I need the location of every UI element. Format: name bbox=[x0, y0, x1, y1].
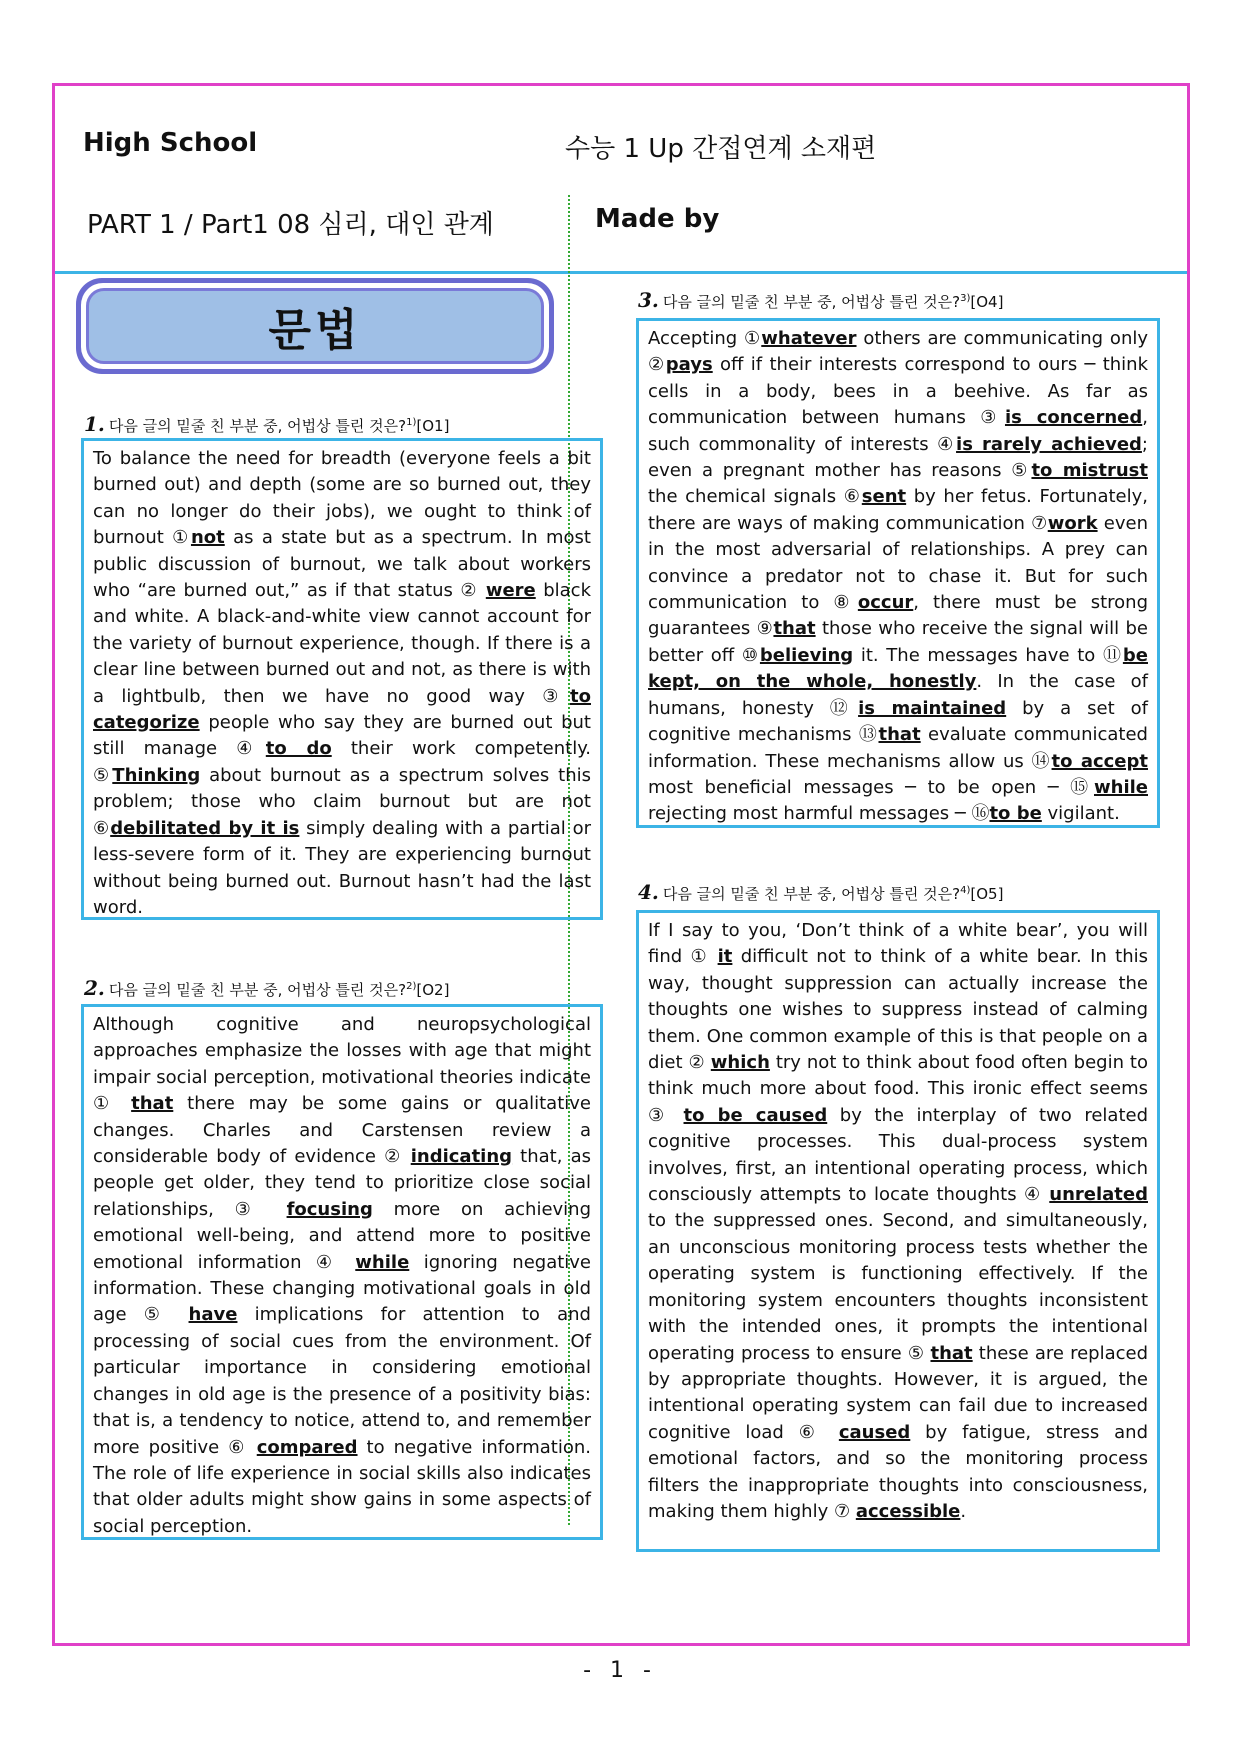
passage-text: try not to think about food often begin to think much more about food. This ironic effect seems ③ bbox=[648, 1052, 1149, 1126]
passage-text: , such commonality of interests ④ bbox=[648, 407, 1148, 455]
question-3-title bbox=[638, 288, 1003, 312]
passage-text: that, as people get older, they tend to prioritize close social relationships, ③ bbox=[93, 1146, 591, 1220]
header-school: High School bbox=[83, 128, 258, 158]
passage-text: Accepting ① bbox=[648, 328, 762, 349]
underlined-choice: while bbox=[355, 1251, 410, 1273]
passage-text: about burnout as a spectrum solves this problem; those who claim burnout but are not ⑥ bbox=[93, 764, 592, 839]
header-made-by: Made by bbox=[595, 204, 720, 234]
footnote-ref: 2) bbox=[406, 981, 417, 992]
question-2-passage bbox=[81, 1004, 603, 1540]
passage-text: implications for attention to and processing of social cues from the environment. Of particular importance in considering emotional changes in old age is the presence of a positivity bias: that is, a tendency to notice, attend to, and remember more positive ⑥ bbox=[93, 1304, 591, 1458]
passage-text: more on achieving emotional well-being, and attend more to positive emotional information ④ bbox=[93, 1198, 592, 1273]
question-code: [O4] bbox=[970, 293, 1004, 311]
underlined-choice: to do bbox=[265, 738, 332, 760]
underlined-choice: is rarely achieved bbox=[956, 433, 1142, 455]
question-number: 1. bbox=[84, 412, 105, 436]
underlined-choice: focusing bbox=[286, 1198, 373, 1220]
underlined-choice: to mistrust bbox=[1031, 460, 1148, 482]
page-number: - 1 - bbox=[583, 1658, 657, 1683]
passage-text: most beneficial messages ─ to be open ─ ⑮ bbox=[648, 776, 1094, 798]
underlined-choice: to be bbox=[989, 803, 1042, 825]
question-code: [O1] bbox=[416, 417, 450, 435]
question-4-title bbox=[638, 880, 1003, 904]
underlined-choice: that bbox=[930, 1342, 973, 1364]
passage-text: their work competently. ⑤ bbox=[93, 738, 591, 786]
question-number: 3. bbox=[638, 288, 659, 312]
underlined-choice: occur bbox=[857, 592, 914, 614]
header bbox=[55, 86, 1187, 274]
passage-text: evaluate communicated information. These mechanisms allow us ⑭ bbox=[648, 724, 1148, 772]
underlined-choice: compared bbox=[256, 1436, 358, 1458]
underlined-choice: it bbox=[717, 946, 733, 968]
underlined-choice: were bbox=[485, 580, 536, 602]
footnote-ref: 3) bbox=[960, 293, 971, 304]
underlined-choice: Thinking bbox=[112, 764, 201, 786]
passage-text: it. The messages have to ⑪ bbox=[853, 644, 1123, 666]
underlined-choice: work bbox=[1047, 512, 1098, 534]
passage-text: ; even a pregnant mother has reasons ⑤ bbox=[648, 433, 1148, 482]
underlined-choice: that bbox=[773, 618, 816, 640]
section-badge bbox=[76, 278, 554, 374]
underlined-choice: is concerned bbox=[1004, 407, 1143, 429]
question-number: 4. bbox=[638, 880, 659, 904]
passage-text: as a state but as a spectrum. In most public discussion of burnout, we talk about workers who “are burned out,” as if that status ② bbox=[93, 527, 591, 602]
underlined-choice: caused bbox=[838, 1421, 911, 1443]
underlined-choice: sent bbox=[861, 486, 907, 508]
header-book-title: 수능 1 Up 간접연계 소재편 bbox=[565, 134, 877, 164]
underlined-choice: indicating bbox=[410, 1146, 513, 1168]
question-prompt: 다음 글의 밑줄 친 부분 중, 어법상 틀린 것은? bbox=[662, 293, 961, 311]
passage-text: Although cognitive and neuropsychological approaches emphasize the losses with age that might impair social perception, motivational theories indicate ① bbox=[93, 1014, 591, 1115]
passage-text: those who receive the signal will be better off ⑩ bbox=[648, 618, 1148, 666]
section-badge-label: 문법 bbox=[268, 305, 362, 356]
passage-text: If I say to you, ‘Don’t think of a white bear’, you will find ① bbox=[648, 920, 1148, 968]
passage-text: the chemical signals ⑥ bbox=[648, 486, 862, 508]
question-4-passage bbox=[636, 910, 1160, 1552]
passage-text: others are communicating only ② bbox=[648, 328, 1148, 376]
passage-text: simply dealing with a partial or less-severe form of it. They are experiencing burnout without being burned out. Burnout hasn’t had the last word. bbox=[93, 817, 591, 918]
passage-text: to the suppressed ones. Second, and simultaneously, an unconscious monitoring process tests whether the operating system is functioning effectively. If the monitoring system encounters thoughts inconsistent with the intended ones, it prompts the intentional operating process to ensure ⑤ bbox=[648, 1210, 1148, 1364]
underlined-choice: to categorize bbox=[93, 685, 591, 734]
passage-text: off if their interests correspond to ours ─ think cells in a body, bees in a beehive. As far as communication between humans ③ bbox=[648, 354, 1149, 429]
passage-text: by a set of cognitive mechanisms ⑬ bbox=[648, 697, 1148, 746]
underlined-choice: while bbox=[1094, 776, 1148, 798]
passage-text: difficult not to think of a white bear. In this way, thought suppression can actually increase the thoughts one wishes to suppress instead of calming them. One common example of this is that people on a diet ② bbox=[648, 946, 1148, 1074]
underlined-choice: to be caused bbox=[683, 1104, 828, 1126]
header-part: PART 1 / Part1 08 심리, 대인 관계 bbox=[87, 210, 494, 240]
underlined-choice: not bbox=[190, 527, 225, 549]
underlined-choice: to accept bbox=[1051, 750, 1149, 772]
question-prompt: 다음 글의 밑줄 친 부분 중, 어법상 틀린 것은? bbox=[662, 885, 961, 903]
question-1-passage bbox=[81, 438, 603, 920]
passage-text: black and white. A black-and-white view cannot account for the variety of burnout experience, though. If there is a clear line between burned out and not, as there is with a lightbulb, then we have no good way ③ bbox=[93, 580, 591, 707]
question-code: [O2] bbox=[416, 981, 450, 999]
passage-text: , there must be strong guarantees ⑨ bbox=[648, 592, 1148, 640]
question-number: 2. bbox=[84, 976, 105, 1000]
underlined-choice: pays bbox=[665, 354, 713, 376]
underlined-choice: whatever bbox=[761, 328, 857, 349]
question-2-title bbox=[84, 976, 449, 1000]
passage-text: people who say they are burned out but still manage ④ bbox=[93, 712, 591, 760]
underlined-choice: be kept, on the whole, honestly bbox=[648, 644, 1148, 693]
question-code: [O5] bbox=[970, 885, 1004, 903]
underlined-choice: debilitated by it is bbox=[110, 817, 300, 839]
passage-text: to negative information. The role of life experience in social skills also indicates that older adults might show gains in some aspects of social perception. bbox=[93, 1436, 591, 1537]
underlined-choice: unrelated bbox=[1049, 1184, 1148, 1206]
underlined-choice: believing bbox=[759, 644, 854, 666]
underlined-choice: have bbox=[188, 1304, 238, 1326]
underlined-choice: that bbox=[878, 724, 921, 746]
underlined-choice: accessible bbox=[855, 1500, 961, 1522]
passage-text: To balance the need for breadth (everyone feels a bit burned out) and depth (some are so burned out, they can no longer do their jobs), we ought to think of burnout ① bbox=[93, 448, 591, 549]
passage-text: even in the most adversarial of relationships. A prey can convince a predator not to chase it. But for such communication to ⑧ bbox=[648, 512, 1148, 614]
passage-text: these are replaced by appropriate thoughts. However, it is argued, the intentional operating system can fail due to increased cognitive load ⑥ bbox=[648, 1342, 1149, 1443]
question-1-title bbox=[84, 412, 449, 436]
passage-text: vigilant. bbox=[1041, 803, 1120, 825]
underlined-choice: that bbox=[131, 1093, 174, 1115]
question-3-passage bbox=[636, 318, 1160, 828]
underlined-choice: which bbox=[710, 1052, 770, 1074]
question-prompt: 다음 글의 밑줄 친 부분 중, 어법상 틀린 것은? bbox=[108, 417, 407, 435]
footnote-ref: 4) bbox=[960, 885, 971, 896]
question-prompt: 다음 글의 밑줄 친 부분 중, 어법상 틀린 것은? bbox=[108, 981, 407, 999]
passage-text: rejecting most harmful messages ─ ⑯ bbox=[648, 803, 990, 825]
passage-text: . bbox=[960, 1500, 967, 1522]
passage-text: by her fetus. Fortunately, there are ways of making communication ⑦ bbox=[648, 486, 1148, 534]
passage-text: there may be some gains or qualitative changes. Charles and Carstensen review a considerable body of evidence ② bbox=[93, 1093, 591, 1168]
passage-text: ignoring negative information. These changing motivational goals in old age ⑤ bbox=[93, 1251, 592, 1326]
passage-text: . In the case of humans, honesty ⑫ bbox=[648, 671, 1148, 719]
underlined-choice: is maintained bbox=[858, 697, 1007, 719]
passage-text: by fatigue, stress and emotional factors, and so the monitoring process filters the inappropriate thoughts into consciousness, making them highly ⑦ bbox=[648, 1421, 1148, 1522]
footnote-ref: 1) bbox=[406, 417, 417, 428]
passage-text: by the interplay of two related cognitive processes. This dual-process system involves, first, an intentional operating process, which consciously attempts to locate thoughts ④ bbox=[648, 1104, 1148, 1206]
